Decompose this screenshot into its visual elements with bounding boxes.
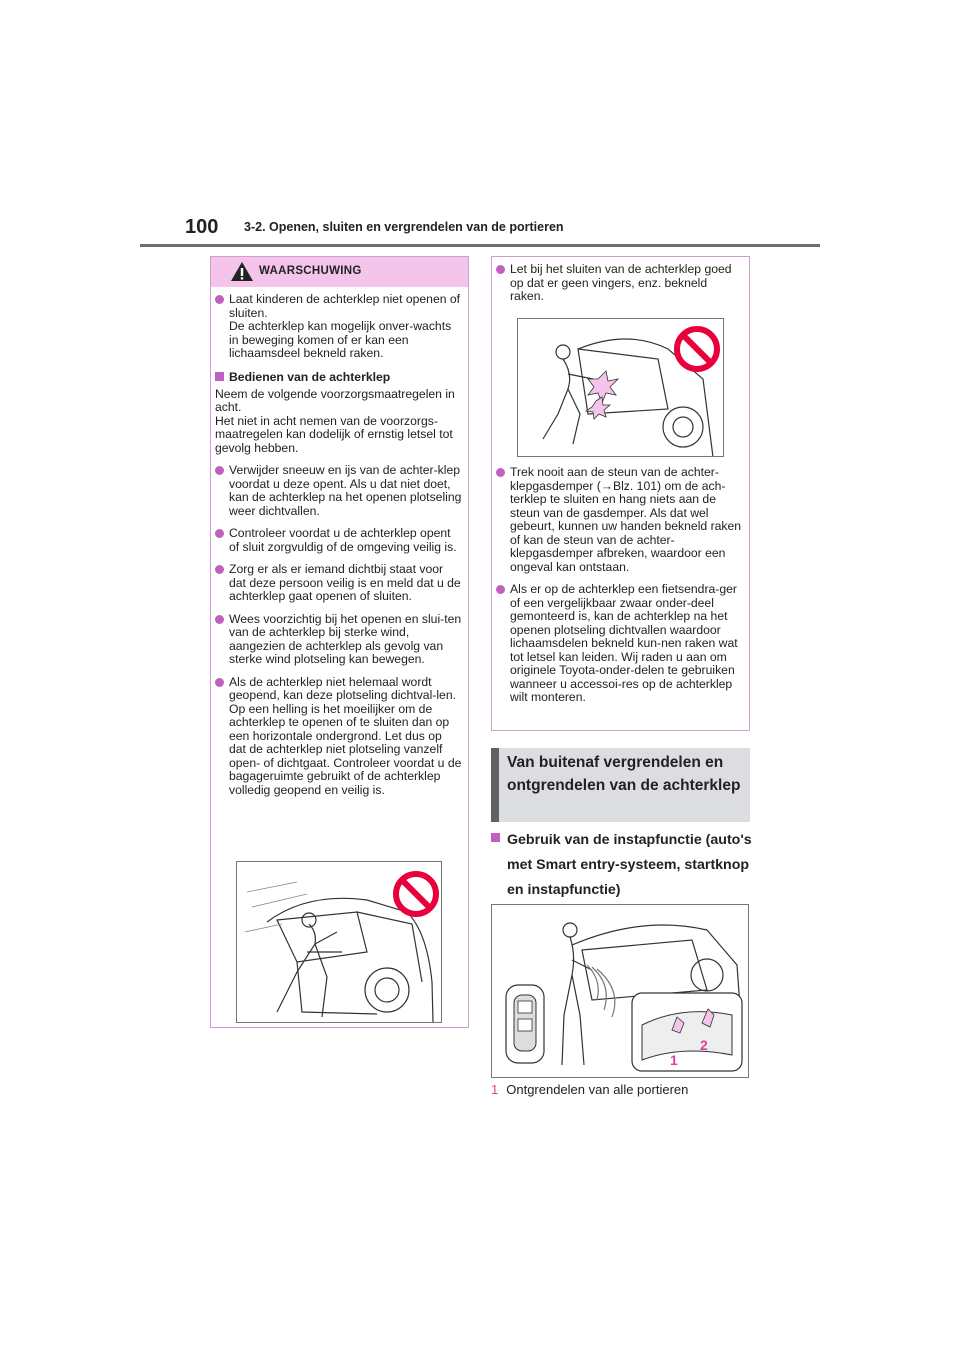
warning-title: WAARSCHUWING xyxy=(259,265,362,277)
warning-content-right-bottom xyxy=(496,466,743,714)
square-bullet-icon xyxy=(215,372,224,381)
square-bullet-icon xyxy=(491,833,500,842)
warning-item xyxy=(496,583,743,705)
warning-item-text: Trek nooit aan de steun van de achter-klepgasdemper (→Blz. 101) om de ach-terklep te sluiten en hang niets aan de steun van de gasdemper. Als dat wel gebeurt, kunnen uw handen bekneld raken of kan de steun van de achter-klepgasdemper afbreken, waardoor een ongeval kan ontstaan. xyxy=(510,465,742,574)
page-number: 100 xyxy=(185,216,219,238)
bullet-icon xyxy=(215,615,224,624)
warning-box-left xyxy=(210,256,469,1028)
illustration-caption xyxy=(491,1082,688,1097)
prohibition-icon xyxy=(673,325,721,373)
caption-number: 1 xyxy=(491,1082,499,1097)
warning-subheading xyxy=(215,370,462,384)
section-title: 3-2. Openen, sluiten en vergrendelen van de portieren xyxy=(244,220,564,234)
bullet-icon xyxy=(215,466,224,475)
warning-item-text: Wees voorzichtig bij het openen en slui-ten van de achterklep bij sterke wind, aangezien de achterklep als gevolg van sterke wind plotseling kan bewegen. xyxy=(229,611,462,666)
warning-item-text: Verwijder sneeuw en ijs van de achter-klep voordat u deze opent. Als u dat niet doet, kan de achterklep na het openen plotseling weer dichtvallen. xyxy=(229,463,462,518)
bullet-icon xyxy=(215,565,224,574)
warning-item-text: Let bij het sluiten van de achterklep goed op dat er geen vingers, enz. bekneld raken. xyxy=(510,262,732,303)
bullet-icon xyxy=(496,265,505,274)
warning-item-text: Als de achterklep niet helemaal wordt geopend, kan deze plotseling dichtval-len. Op een helling is het moeilijker om de achterklep te openen of te sluiten dan op een horizontale ondergrond. Let dus op dat de achterklep niet plotseling vanzelf open- of dichtgaat. Controleer voordat u de bagageruimte gebruikt of de achterklep volledig geopend en veilig is. xyxy=(229,674,462,797)
subsection-heading xyxy=(491,828,753,903)
warning-item xyxy=(215,293,462,361)
subsection-title: Gebruik van de instapfunctie (auto's met Smart entry-systeem, startknop en instapfunctie) xyxy=(507,832,752,898)
warning-item-text: Als er op de achterklep een fietsendra-ger of een vergelijkbaar zwaar onder-deel gemonteerd is, kan de achterklep na het openen plotseling dichtvallen waardoor lichaamsdelen bekneld kun-nen raken wat tot letsel kan leiden. Wij raden u aan om originele Toyota-onder-delen te gebruiken wanneer u accessoi-res op de achterklep wilt monteren. xyxy=(510,582,738,704)
warning-item xyxy=(215,464,462,518)
warning-content-left xyxy=(215,293,462,806)
prohibition-icon xyxy=(392,870,440,918)
bullet-icon xyxy=(215,295,224,304)
section-banner xyxy=(491,748,750,822)
bullet-icon xyxy=(496,468,505,477)
warning-content-right xyxy=(496,263,743,313)
banner-title: Van buitenaf vergrendelen en ontgrendelen van de achterklep xyxy=(507,754,741,794)
warning-box-right xyxy=(491,256,750,731)
warning-item xyxy=(496,466,743,574)
caption-text: Ontgrendelen van alle portieren xyxy=(506,1082,689,1097)
bullet-icon xyxy=(496,585,505,594)
warning-header xyxy=(211,257,468,287)
tailgate-wind-illustration xyxy=(236,861,442,1023)
warning-item xyxy=(215,527,462,554)
entry-function-illustration xyxy=(491,904,749,1078)
warning-item xyxy=(215,613,462,667)
header-divider xyxy=(140,244,820,247)
warning-paragraph: Neem de volgende voorzorgsmaatregelen in acht. Het niet in acht nemen van de voorzorgs-maatregelen kan dodelijk of ernstig letsel tot gevolg hebben. xyxy=(215,386,455,455)
warning-item-text: Laat kinderen de achterklep niet openen of sluiten. De achterklep kan mogelijk onver-wachts in beweging komen of er kan een lichaamsdeel bekneld raken. xyxy=(229,292,461,360)
warning-item xyxy=(215,676,462,798)
label-one: 1 xyxy=(670,1052,678,1068)
label-two: 2 xyxy=(700,1037,708,1053)
bullet-icon xyxy=(215,678,224,687)
warning-item-text: Zorg er als er iemand dichtbij staat voor dat deze persoon veilig is en meld dat u de achterklep gaat openen of sluiten. xyxy=(229,562,461,603)
page-header xyxy=(185,216,825,246)
warning-item-text: Controleer voordat u de achterklep opent of sluit zorgvuldig of de omgeving veilig is. xyxy=(229,526,457,554)
warning-item xyxy=(215,563,462,604)
warning-subheading-text: Bedienen van de achterklep xyxy=(229,369,391,384)
warning-triangle-icon xyxy=(230,261,254,282)
pinched-fingers-illustration xyxy=(517,318,724,457)
bullet-icon xyxy=(215,529,224,538)
warning-item xyxy=(496,263,743,304)
